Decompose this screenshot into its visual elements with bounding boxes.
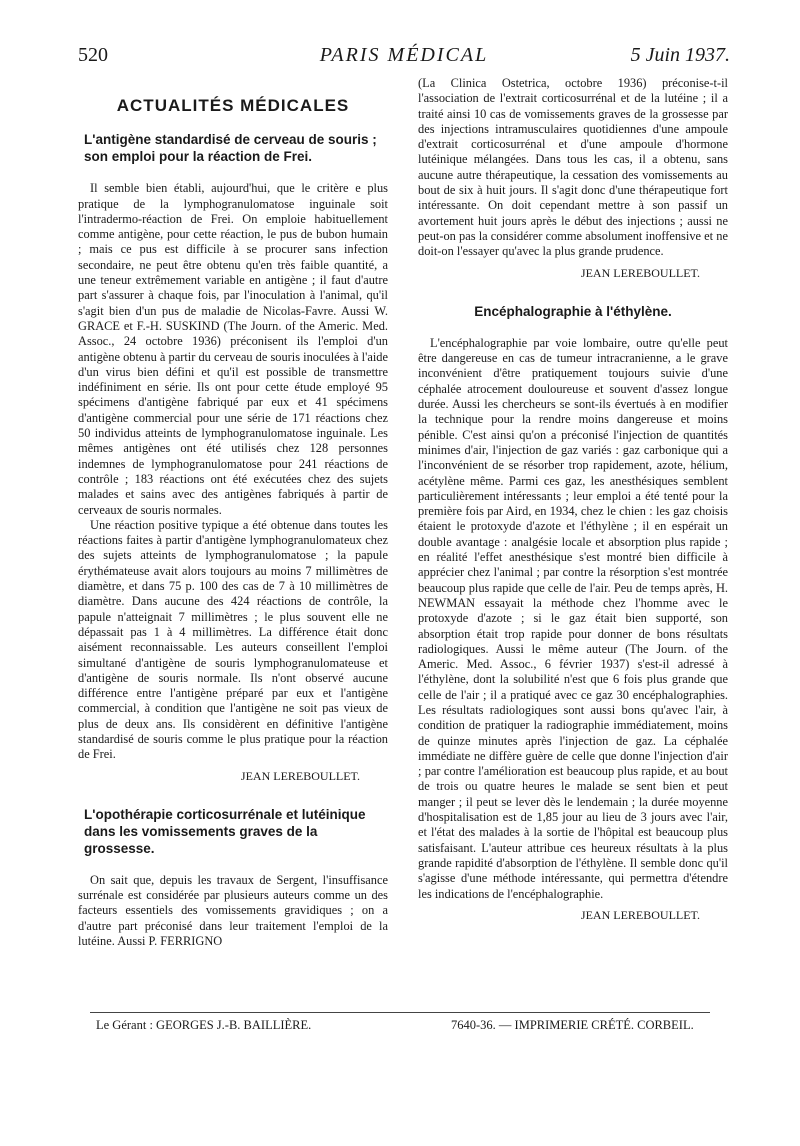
article-continuation: (La Clinica Ostetrica, octobre 1936) préconise-t-il l'association de l'extrait corticosurrénal et de la lutéine ; il a traité ainsi 10 cas de vomissements graves de la grossesse par des injections intramusculaires quotidiennes d'une ampoule d'extrait corticosurrénal et d'une ampoule d'hormone lutéinique mélangées. Dans tous les cas, il a obtenu, sans aucune autre thérapeutique, la cessation des vomissements au bout de six à huit jours. Il s'agit donc d'une thérapeutique fort intéressante. On doit cependant mettre à son passif un avortement huit jours après le début des injections ; aussi ne peut-on pas la considérer comme absolument inoffensive et ne doit-on l'essayer qu'avec la plus grande prudence. xyxy=(418,76,728,259)
article-paragraph: L'encéphalographie par voie lombaire, outre qu'elle peut être dangereuse en cas de tumeur intracranienne, a le grave inconvénient d'être pratiquement toujours suivie d'une céphalée atrocement douloureuse et souvent d'assez longue durée. Aussi les chercheurs se sont-ils évertués à en modifier la technique pour la rendre moins dangereuse et moins pénible. C'est ainsi qu'on a préconisé l'injection de quantités minimes d'air, l'injection de gaz variés : gaz carbonique qui a l'inconvénient de se résorber trop rapidement, azote, hélium, acétylène même. Parmi ces gaz, les anesthésiques semblent particulièrement intéressants ; leur emploi a été tenté pour la première fois par Aird, en 1934, chez le chien : les gaz choisis étaient le protoxyde d'azote et l'éthylène ; il en espérait un double avantage : analgésie locale et absorption plus rapide ; en réalité l'effet anesthésique s'est montré bien difficile à apprécier chez l'animal ; par contre la résorption s'est montrée beaucoup plus rapide que celle de l'air. Peu de temps après, H. NEWMAN essayait la méthode chez l'homme avec le protoxyde d'azote ; si le gaz était bien supporté, son absorption était trop rapide pour donner de bons résultats radiologiques. Aussi le même auteur (The Journ. of the Americ. Med. Assoc., 6 février 1937) s'est-il adressé à l'éthylène, dont la solubilité n'est que 6 fois plus grande que celle de l'air ; il a pratiqué avec ce gaz 30 encéphalographies. Les résultats radiologiques sont aussi bons qu'avec l'air, à condition de pratiquer la radiographie immédiatement, moins de quinze minutes après l'injection de gaz. La céphalée immédiate ne diffère guère de celle que donne l'injection d'air ; par contre l'amélioration est beaucoup plus rapide, et au bout de trois ou quatre heures le malade se sent bien et peut manger ; il peut se lever dès le lendemain ; la durée moyenne d'hospitalisation est de 1,85 jour au lieu de 3 jours avec l'air, et l'état des malades à la sortie de l'hôpital est beaucoup plus satisfaisant. L'auteur attribue ces heureux résultats à la plus grande rapidité d'absorption de l'éthylène. Il semble donc qu'il s'agisse d'une méthode intéressante, qui permettra d'étendre les indications de l'encéphalographie. xyxy=(418,335,728,901)
footer-imprimerie: 7640-36. — IMPRIMERIE CRÉTÉ. CORBEIL. xyxy=(451,1018,694,1032)
page-number: 520 xyxy=(78,44,108,66)
journal-title: PARIS MÉDICAL xyxy=(319,44,489,66)
right-column xyxy=(418,76,728,945)
page-header xyxy=(78,44,730,76)
left-column xyxy=(78,80,388,949)
footer-gerant: Le Gérant : GEORGES J.-B. BAILLIÈRE. xyxy=(96,1018,312,1032)
article-title-opotherapie: L'opothérapie corticosurrénale et lutéinique dans les vomissements graves de la grossesse. xyxy=(84,806,366,856)
footer-divider xyxy=(90,1012,710,1013)
article-signature: JEAN LEREBOULLET. xyxy=(580,907,700,922)
article-paragraph: Il semble bien établi, aujourd'hui, que le critère e plus pratique de la lymphogranulomatose inguinale soit l'intradermo-réaction de Frei. On emploie habituellement comme antigène, pour cette réaction, le pus de bubon humain ; mais ce pus est difficile à se procurer sans infection secondaire, ne peut être obtenu qu'en très faible quantité, a une teneur extrêmement variable en antigène ; il faut d'autre part s'assurer à chaque fois, par l'inoculation à l'animal, qu'il s'agit bien d'un pus de maladie de Nicolas-Favre. Aussi W. GRACE et F.-H. SUSKIND (The Journ. of the Americ. Med. Assoc., 24 octobre 1936) préconisent ils l'emploi d'un antigène obtenu à partir du cerveau de souris inoculées à l'aide d'un virus bien défini et qu'il est possible de transmettre indéfiniment en série. Ils ont pour cette étude employé 95 spécimens d'antigène fabriqué par eux et 41 spécimens d'antigène commercial pour une série de 171 réactions chez 50 individus atteints de lymphogranulomatose inguinale. Les mêmes antigènes ont été utilisés chez 128 personnes indemnes de lymphogranulomatose pour 241 réactions de contrôle ; 183 réactions ont été exécutées chez des sujets malades et sains avec des antigènes fabriqués à partir de cerveaux de souris normales. xyxy=(78,181,388,517)
issue-date: 5 Juin 1937. xyxy=(630,44,730,66)
article-signature: JEAN LEREBOULLET. xyxy=(240,768,360,783)
article-paragraph: On sait que, depuis les travaux de Sergent, l'insuffisance surrénale est considérée par plusieurs auteurs comme un des facteurs essentiels des vomissements gravidiques ; on a d'autre part préconisé dans leur traitement l'emploi de la lutéine. Aussi P. FERRIGNO xyxy=(78,872,388,949)
article-title-frei: L'antigène standardisé de cerveau de souris ; son emploi pour la réaction de Frei. xyxy=(84,132,377,165)
article-paragraph: Une réaction positive typique a été obtenue dans toutes les réactions faites à partir d'antigène lymphogranulomateux chez des sujets atteints de lymphogranulomatose ; la papule érythémateuse avait alors toujours au moins 7 millimètres de diamètre, et dans 75 p. 100 des cas de 7 à 10 millimètres de diamètre. Dans aucune des 424 réactions de contrôle, la papule n'atteignait 7 millimètres ; le plus souvent elle ne dépassait pas 1 à 4 millimètres. La différence était donc aisément reconnaissable. Les auteurs conseillent l'emploi simultané d'antigène de souris lymphogranulomateuse et d'antigène de souris normale. Ils n'ont observé aucune différence entre l'antigène préparé par eux et l'antigène commercial, à condition que l'antigène ne soit pas vieux de plus de deux ans. Ils considèrent en définitive l'antigène standardisé de souris comme le plus pratique pour la réaction de Frei. xyxy=(78,517,388,762)
article-title-encephalographie: Encéphalographie à l'éthylène. xyxy=(474,303,672,319)
article-signature: JEAN LEREBOULLET. xyxy=(580,265,700,280)
section-title: ACTUALITÉS MÉDICALES xyxy=(116,96,350,115)
